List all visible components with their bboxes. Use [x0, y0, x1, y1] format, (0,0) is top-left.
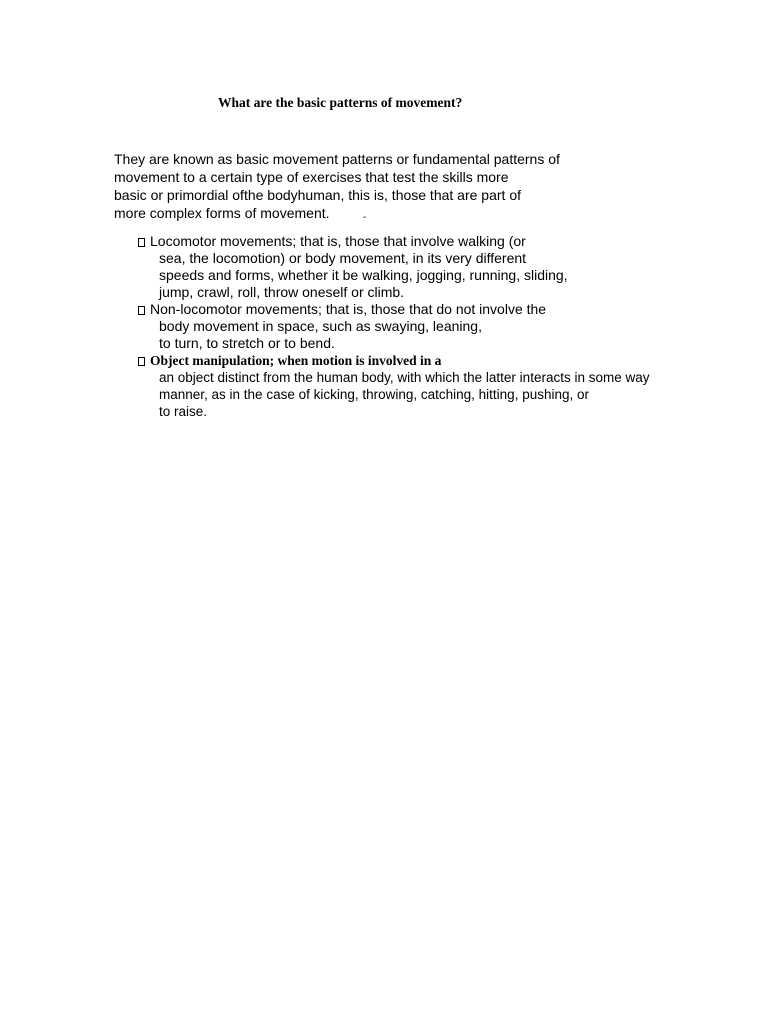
intro-line: more complex forms of movement. — [114, 205, 330, 221]
bullet-continuation: jump, crawl, roll, throw oneself or climb. — [159, 284, 405, 300]
bullet-text: Locomotor movements; that is, those that involve walking (or — [150, 233, 526, 249]
intro-paragraph — [114, 150, 560, 222]
bullet-text: Non-locomotor movements; that is, those that do not involve the — [150, 301, 547, 317]
bullet-continuation: speeds and forms, whether it be walking, jogging, running, sliding, — [159, 267, 568, 283]
bullet-item-non-locomotor — [138, 301, 649, 352]
bullet-continuation: to turn, to stretch or to bend. — [159, 335, 335, 351]
bullet-continuation: body movement in space, such as swaying, leaning, — [159, 318, 482, 334]
bullet-continuation: sea, the locomotion) or body movement, in its very different — [159, 250, 527, 266]
bullet-item-locomotor — [138, 233, 649, 301]
stray-mark: - — [363, 212, 367, 223]
bullet-continuation: to raise. — [159, 404, 208, 419]
bullet-box-icon — [138, 238, 145, 247]
bullet-box-icon — [138, 306, 145, 315]
bullet-box-icon — [138, 357, 145, 366]
intro-line: movement to a certain type of exercises that test the skills more — [114, 169, 509, 185]
intro-line: They are known as basic movement patterns or fundamental patterns of — [114, 151, 560, 167]
bullet-item-object-manipulation — [138, 352, 649, 420]
page-title: What are the basic patterns of movement? — [218, 95, 463, 110]
bullet-continuation: an object distinct from the human body, with which the latter interacts in some way — [159, 370, 650, 385]
bullet-text: Object manipulation; when motion is involved in a — [150, 353, 442, 368]
bullet-list — [138, 233, 649, 420]
bullet-continuation: manner, as in the case of kicking, throwing, catching, hitting, pushing, or — [159, 387, 589, 402]
intro-line: basic or primordial ofthe bodyhuman, this is, those that are part of — [114, 187, 521, 203]
